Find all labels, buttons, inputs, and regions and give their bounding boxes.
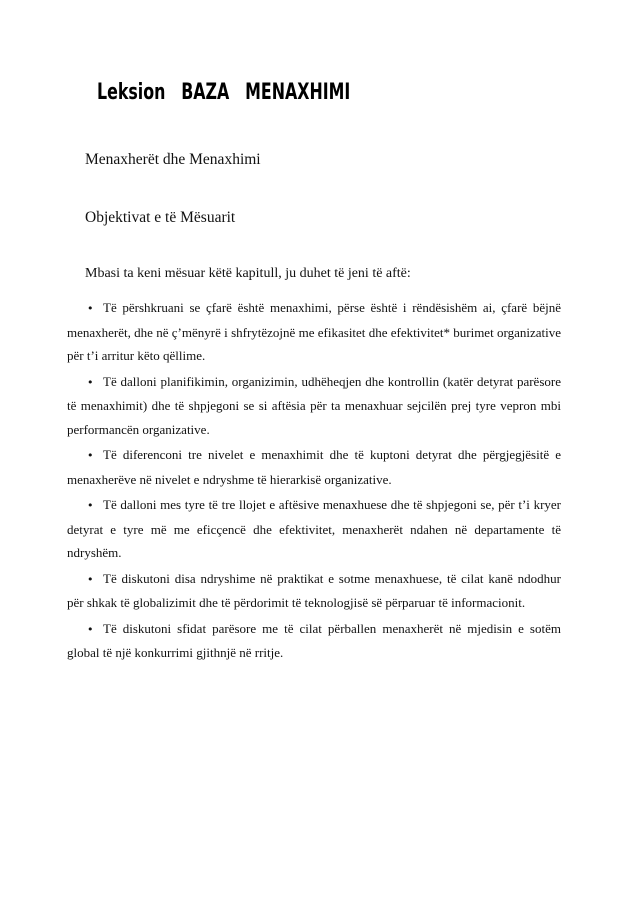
bullet-icon: • [87, 622, 94, 636]
objective-text: Të diskutoni disa ndryshime në praktikat e sotme menaxhuese, të cilat kanë ndodhur për shkak të globalizimit dhe të përdorimit të teknologjisë së përparuar të informacionit. [67, 570, 561, 610]
bullet-icon: • [87, 302, 94, 315]
objective-text: Të dalloni planifikimin, organizimin, udhëheqjen dhe kontrollin (katër detyrat parësore të menaxhimit) dhe të shpjegoni se si aftësia për ta menaxhuar sejcilën prej tyre vepron mbi performancën organizative. [67, 373, 561, 437]
bullet-icon: • [87, 375, 94, 389]
objective-text: Të diferenconi tre nivelet e menaxhimit dhe të kuptoni detyrat dhe përgjegjësitë e menaxherëve në nivelet e ndryshme të hierarkisë organizative. [67, 447, 561, 487]
lesson-title [97, 80, 350, 105]
chapter-heading: Menaxherët dhe Menaxhimi [85, 151, 261, 168]
objective-item [67, 567, 561, 615]
objectives-heading: Objektivat e të Mësuarit [85, 209, 236, 226]
title-word-base: BAZA [181, 80, 230, 105]
objective-item [67, 617, 561, 665]
objective-item [67, 296, 561, 368]
bullet-icon: • [87, 499, 94, 512]
objective-item [67, 370, 561, 442]
bullet-icon: • [87, 449, 94, 462]
intro-text: Mbasi ta keni mësuar këtë kapitull, ju duhet të jeni të aftë: [85, 266, 411, 281]
objective-text: Të dalloni mes tyre të tre llojet e aftësive menaxhuese dhe të shpjegoni se, për t’i kryer detyrat e tyre më me eficçencë dhe efektivitet, menaxherët ndahen në departamente të ndryshëm. [67, 497, 561, 560]
objective-text: Të diskutoni sfidat parësore me të cilat përballen menaxherët në mjedisin e sotëm global të një konkurrimi gjithnjë në rritje. [67, 620, 561, 660]
bullet-icon: • [87, 572, 94, 586]
objective-item [67, 443, 561, 491]
objectives-list [67, 296, 561, 667]
title-word-management: MENAXHIMI [245, 80, 351, 105]
title-word-lesson: Leksion [97, 80, 166, 105]
objective-item [67, 493, 561, 565]
objective-text: Të përshkruani se çfarë është menaxhimi, përse është i rëndësishëm ai, çfarë bëjnë menaxherët, dhe në ç’mënyrë i shfrytëzojnë me efikasitet dhe efektivitet* burimet organizative për t’i arritur këto qëllime. [67, 300, 561, 363]
